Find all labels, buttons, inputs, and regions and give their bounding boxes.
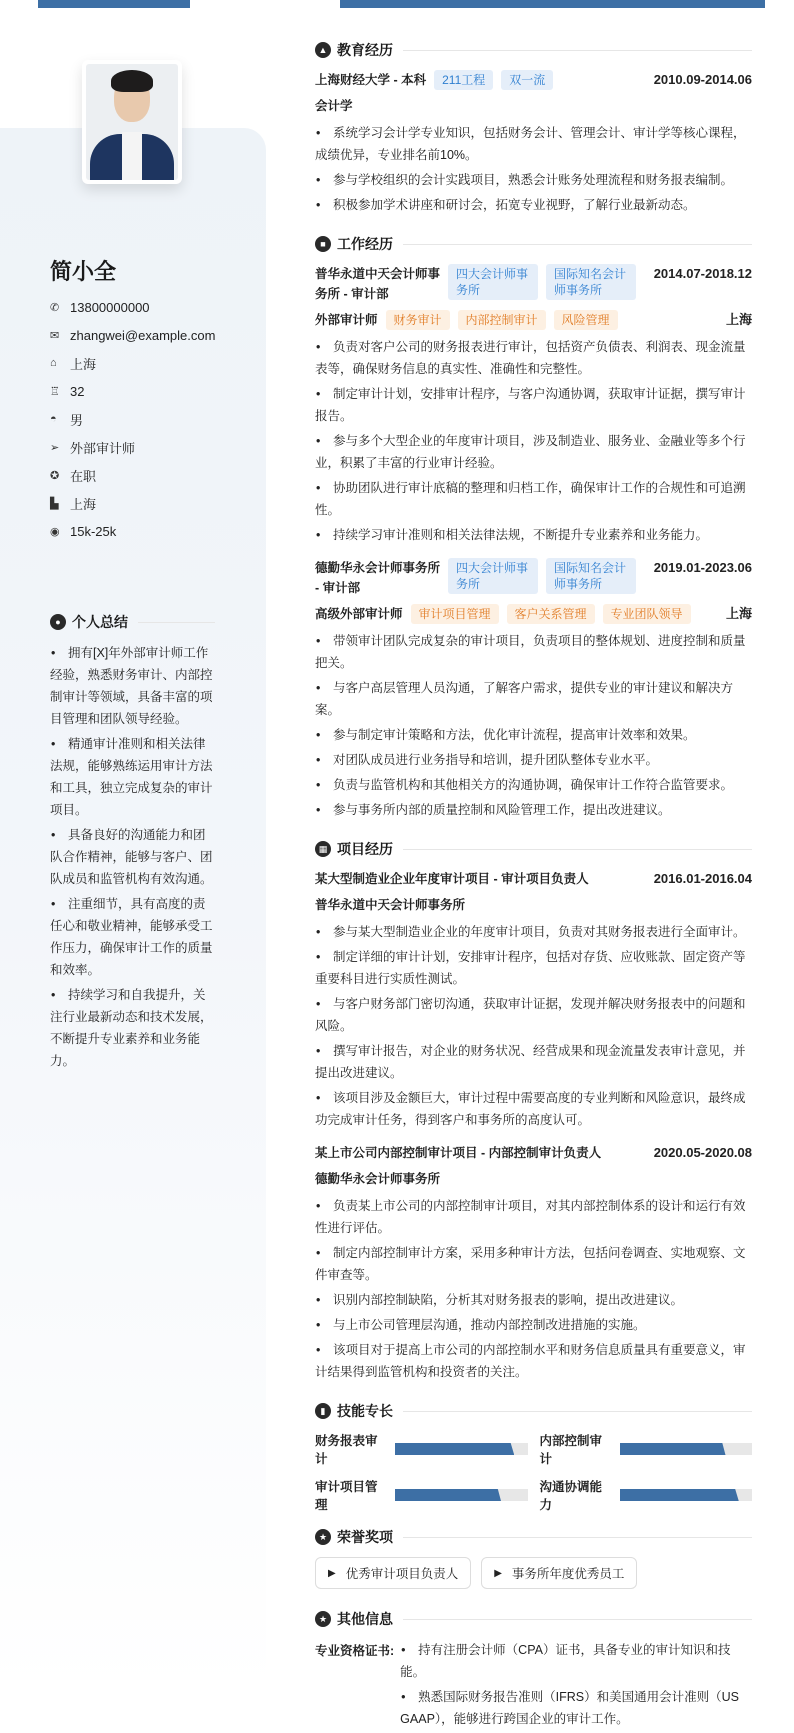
contact-value: 上海	[70, 356, 97, 372]
summary-section	[50, 612, 215, 1075]
list-item: • 熟悉国际财务报告准则（IFRS）和美国通用会计准则（US GAAP），能够进行跨国企业的审计工作。	[400, 1686, 752, 1730]
mail-icon: ✉	[50, 329, 60, 342]
date-range: 2019.01-2023.06	[653, 560, 752, 575]
list-item: • 该项目对于提高上市公司的内部控制水平和财务信息质量具有重要意义，审计结果得到监管机构和投资者的关注。	[315, 1339, 752, 1383]
list-item: • 带领审计团队完成复杂的审计项目，负责项目的整体规划、进度控制和质量把关。	[315, 630, 752, 674]
list-item: • 参与某大型制造业企业的年度审计项目，负责对其财务报表进行全面审计。	[315, 921, 752, 943]
list-item: • 精通审计准则和相关法律法规，能够熟练运用审计方法和工具，独立完成复杂的审计项目。	[50, 733, 215, 821]
project-org: 普华永道中天会计师事务所	[315, 898, 466, 912]
role-row	[315, 604, 752, 624]
candidate-name: 简小全	[50, 259, 117, 284]
salary-icon: ◉	[50, 525, 60, 538]
main-content	[315, 40, 752, 1733]
skill-item	[540, 1431, 753, 1467]
list-item: • 制定内部控制审计方案，采用多种审计方法，包括问卷调查、实地观察、文件审查等。	[315, 1242, 752, 1286]
city: 上海	[725, 312, 752, 327]
list-item: • 参与制定审计策略和方法，优化审计流程，提高审计效率和效果。	[315, 724, 752, 746]
send-icon: ➢	[50, 441, 60, 454]
list-item: • 制定审计计划，安排审计程序，与客户沟通协调，获取审计证据，撰写审计报告。	[315, 383, 752, 427]
skill-bar	[620, 1443, 753, 1455]
	[315, 604, 691, 624]
contact-item	[50, 489, 215, 517]
graduation-cap-icon: ▲	[315, 42, 331, 58]
contact-value: 在职	[70, 468, 97, 484]
	[315, 264, 636, 304]
skill-name: 财务报表审计	[315, 1434, 378, 1466]
section-title: 荣誉奖项	[337, 1529, 393, 1545]
date-range: 2014.07-2018.12	[653, 266, 752, 281]
list-item: • 负责某上市公司的内部控制审计项目，对其内部控制体系的设计和运行有效性进行评估。	[315, 1195, 752, 1239]
skill-tag: 风险管理	[554, 310, 618, 330]
skill-bar	[395, 1489, 528, 1501]
list-item: • 对团队成员进行业务指导和培训，提升团队整体专业水平。	[315, 749, 752, 771]
company-name: 德勤华永会计师事务所 - 审计部	[315, 561, 441, 595]
project-name: 某上市公司内部控制审计项目 - 内部控制审计负责人	[315, 1146, 602, 1160]
list-item: • 与客户高层管理人员沟通，了解客户需求，提供专业的审计建议和解决方案。	[315, 677, 752, 721]
entry-header	[315, 558, 752, 598]
role-row	[315, 310, 752, 330]
city: 上海	[725, 606, 752, 621]
contact-item	[50, 321, 215, 349]
top-accent-bar-left	[38, 0, 190, 8]
cake-icon: ♖	[50, 385, 60, 398]
project-bullets	[315, 1195, 752, 1383]
list-item: • 持续学习和自我提升，关注行业最新动态和技术发展，不断提升专业素养和业务能力。	[50, 984, 215, 1072]
contact-value: 男	[70, 412, 84, 428]
skill-item	[540, 1477, 753, 1513]
top-accent-bar-right	[340, 0, 765, 8]
school-tag: 211工程	[434, 70, 493, 90]
education-section	[315, 40, 752, 216]
award-badge	[315, 1557, 471, 1589]
list-item: • 识别内部控制缺陷，分析其对财务报表的影响，提出改进建议。	[315, 1289, 752, 1311]
contact-list	[50, 293, 215, 545]
award-badge	[481, 1557, 637, 1589]
projects-section	[315, 839, 752, 1383]
list-item: • 具备良好的沟通能力和团队合作精神，能够与客户、团队成员和监管机构有效沟通。	[50, 824, 215, 890]
skill-bar-fill	[395, 1489, 501, 1501]
company-tag: 四大会计师事务所	[448, 558, 538, 594]
	[315, 558, 636, 598]
list-item: • 与上市公司管理层沟通，推动内部控制改进措施的实施。	[315, 1314, 752, 1336]
role: 外部审计师	[315, 313, 378, 327]
gender-icon: ◓	[50, 413, 57, 425]
bar-chart-icon: ▮	[315, 1403, 331, 1419]
project-bullets	[315, 921, 752, 1131]
briefcase-icon: ■	[315, 236, 331, 252]
project-entry	[315, 1143, 752, 1383]
list-item: • 积极参加学术讲座和研讨会，拓宽专业视野，了解行业最新动态。	[315, 194, 752, 216]
award-label: 优秀审计项目负责人	[345, 1567, 459, 1581]
contact-item	[50, 433, 215, 461]
skill-tag: 内部控制审计	[458, 310, 546, 330]
list-item: • 参与多个大型企业的年度审计项目，涉及制造业、服务业、金融业等多个行业，积累了丰富的行业审计经验。	[315, 430, 752, 474]
company-tag: 国际知名会计师事务所	[546, 264, 636, 300]
status-icon: ✪	[50, 469, 60, 482]
work-section	[315, 234, 752, 821]
	[315, 310, 618, 330]
section-title: 其他信息	[337, 1611, 393, 1627]
list-item: • 协助团队进行审计底稿的整理和归档工作，确保审计工作的合规性和可追溯性。	[315, 477, 752, 521]
building-icon: ▙	[50, 497, 59, 510]
skill-name: 沟通协调能力	[539, 1480, 603, 1512]
list-item: • 注重细节，具有高度的责任心和敬业精神，能够承受工作压力，确保审计工作的质量和效率。	[50, 893, 215, 981]
list-item: • 与客户财务部门密切沟通，获取审计证据，发现并解决财务报表中的问题和风险。	[315, 993, 752, 1037]
entry-header	[315, 264, 752, 304]
work-entry	[315, 558, 752, 821]
date-range: 2010.09-2014.06	[653, 72, 752, 87]
avatar	[82, 60, 182, 184]
list-item: • 系统学习会计学专业知识，包括财务会计、管理会计、审计学等核心课程，成绩优异，专业排名前10%。	[315, 122, 752, 166]
award-label: 事务所年度优秀员工	[511, 1567, 625, 1581]
contact-value: 外部审计师	[70, 440, 136, 456]
project-org: 德勤华永会计师事务所	[315, 1172, 441, 1186]
contact-item	[50, 517, 215, 545]
skill-name: 审计项目管理	[315, 1480, 378, 1512]
skill-tag: 客户关系管理	[507, 604, 595, 624]
major: 会计学	[315, 99, 353, 113]
entry-header	[315, 1143, 752, 1163]
education-bullets	[315, 122, 752, 216]
section-title: 项目经历	[337, 841, 393, 857]
cert-list	[400, 1639, 752, 1733]
list-item: • 撰写审计报告，对企业的财务状况、经营成果和现金流量发表审计意见，并提出改进建议。	[315, 1040, 752, 1084]
date-range: 2016.01-2016.04	[653, 871, 752, 886]
skill-tag: 审计项目管理	[411, 604, 499, 624]
work-bullets	[315, 336, 752, 546]
grid-icon: ▦	[315, 841, 331, 857]
contact-item	[50, 405, 215, 433]
info-icon: ★	[315, 1611, 331, 1627]
skill-name: 内部控制审计	[539, 1434, 603, 1466]
project-entry	[315, 869, 752, 1131]
work-entry	[315, 264, 752, 546]
company-tag: 国际知名会计师事务所	[546, 558, 636, 594]
contact-value: 15k-25k	[70, 523, 117, 539]
summary-list	[50, 642, 215, 1072]
contact-value: 13800000000	[70, 299, 150, 315]
user-icon: ●	[50, 614, 66, 630]
honors-section	[315, 1527, 752, 1589]
school-name: 上海财经大学 - 本科	[315, 73, 427, 87]
skill-bar-fill	[395, 1443, 514, 1455]
contact-value: 32	[70, 383, 85, 399]
phone-icon: ✆	[50, 301, 60, 314]
play-icon: ▶	[328, 1567, 336, 1579]
list-item: • 参与学校组织的会计实践项目，熟悉会计账务处理流程和财务报表编制。	[315, 169, 752, 191]
contact-item	[50, 377, 215, 405]
play-icon: ▶	[494, 1567, 502, 1579]
entry-header	[315, 869, 752, 889]
cert-label: 专业资格证书:	[315, 1644, 395, 1658]
skill-item	[315, 1431, 528, 1467]
date-range: 2020.05-2020.08	[653, 1145, 752, 1160]
award-icon: ★	[315, 1529, 331, 1545]
section-title: 个人总结	[72, 614, 128, 630]
skill-tag: 专业团队领导	[603, 604, 691, 624]
list-item: • 拥有[X]年外部审计师工作经验，熟悉财务审计、内部控制审计等领域，具备丰富的项目管理和团队领导经验。	[50, 642, 215, 730]
skill-bar	[395, 1443, 528, 1455]
skill-bar-fill	[620, 1443, 726, 1455]
school-tag: 双一流	[501, 70, 553, 90]
work-bullets	[315, 630, 752, 821]
contact-item	[50, 461, 215, 489]
skills-section	[315, 1401, 752, 1513]
skill-tag: 财务审计	[386, 310, 450, 330]
home-icon: ⌂	[50, 357, 57, 369]
skill-bar	[620, 1489, 753, 1501]
section-title: 技能专长	[337, 1403, 393, 1419]
role: 高级外部审计师	[315, 607, 403, 621]
skill-item	[315, 1477, 528, 1513]
project-name: 某大型制造业企业年度审计项目 - 审计项目负责人	[315, 872, 589, 886]
section-title: 教育经历	[337, 42, 393, 58]
company-name: 普华永道中天会计师事务所 - 审计部	[315, 267, 441, 301]
list-item: • 参与事务所内部的质量控制和风险管理工作，提出改进建议。	[315, 799, 752, 821]
list-item: • 负责与监管机构和其他相关方的沟通协调，确保审计工作符合监管要求。	[315, 774, 752, 796]
contact-item	[50, 349, 215, 377]
company-tag: 四大会计师事务所	[448, 264, 538, 300]
section-title: 工作经历	[337, 236, 393, 252]
list-item: • 该项目涉及金额巨大，审计过程中需要高度的专业判断和风险意识，最终成功完成审计任务，得到客户和事务所的高度认可。	[315, 1087, 752, 1131]
list-item: • 持有注册会计师（CPA）证书，具备专业的审计知识和技能。	[400, 1639, 752, 1683]
list-item: • 负责对客户公司的财务报表进行审计，包括资产负债表、利润表、现金流量表等，确保财务信息的真实性、准确性和完整性。	[315, 336, 752, 380]
other-section	[315, 1609, 752, 1733]
contact-value: zhangwei@example.com	[70, 327, 216, 343]
contact-item	[50, 293, 215, 321]
list-item: • 持续学习审计准则和相关法律法规，不断提升专业素养和业务能力。	[315, 524, 752, 546]
contact-value: 上海	[70, 496, 97, 512]
skill-bar-fill	[620, 1489, 739, 1501]
list-item: • 制定详细的审计计划，安排审计程序，包括对存货、应收账款、固定资产等重要科目进行实质性测试。	[315, 946, 752, 990]
